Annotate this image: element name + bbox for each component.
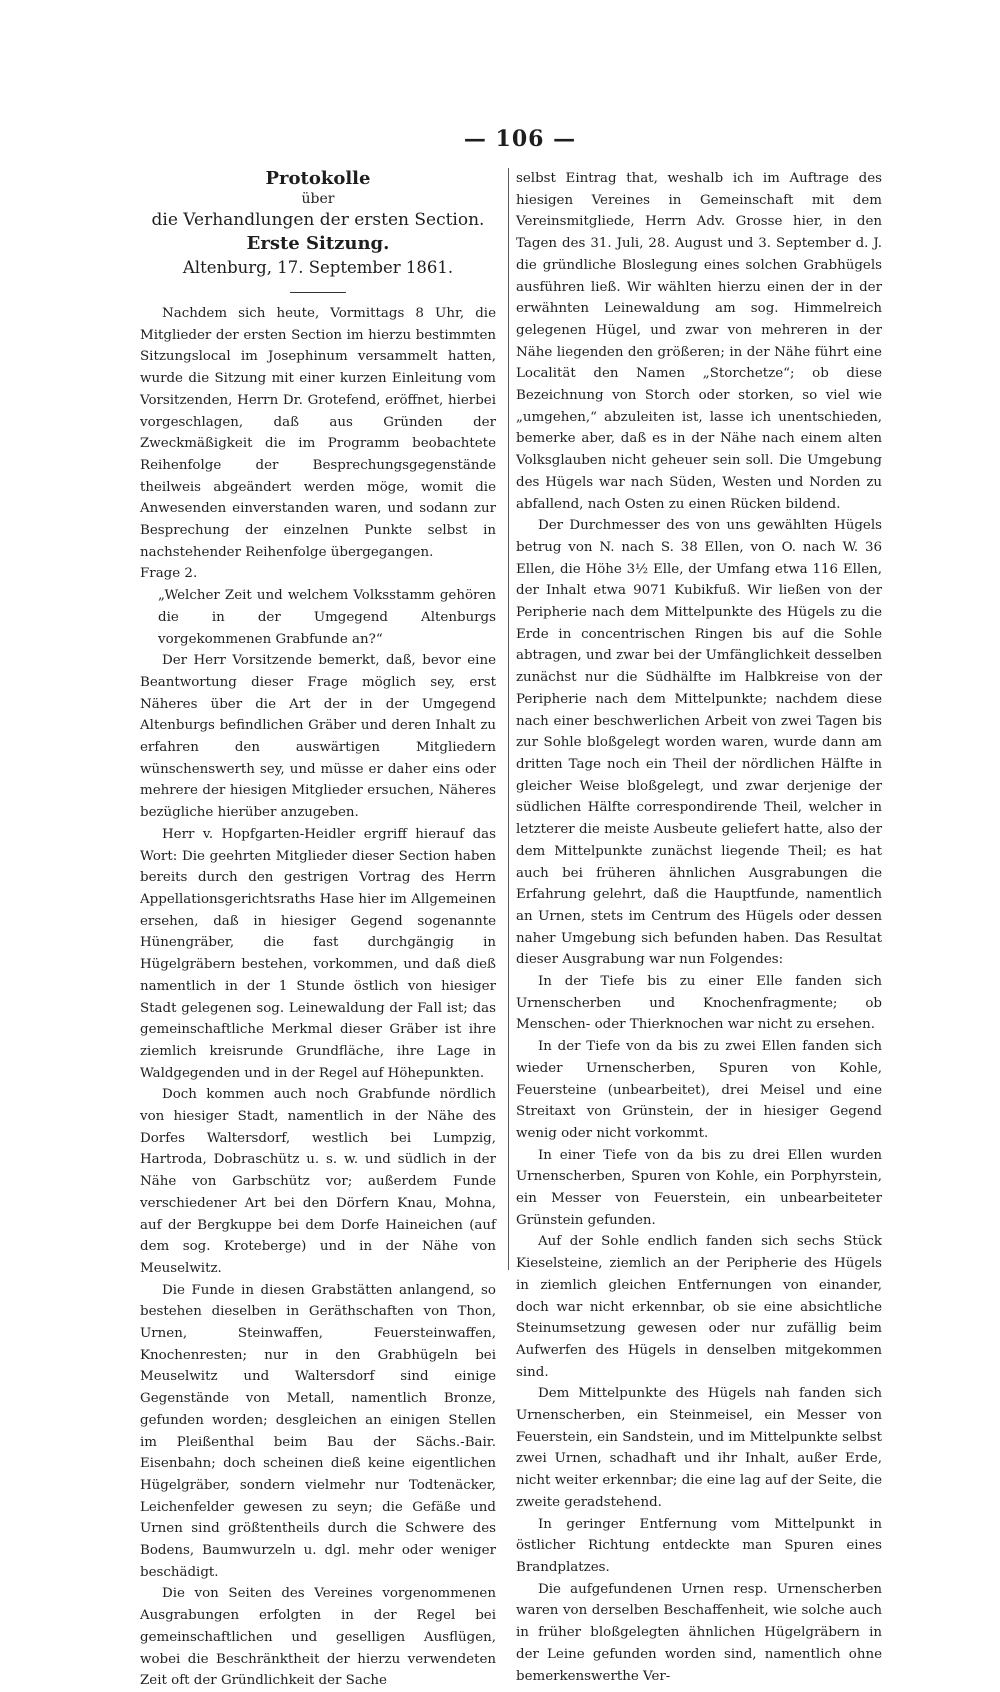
paragraph: Die aufgefundenen Urnen resp. Urnenscherben waren von derselben Beschaffenheit, wie solche auch in früher bloßgelegten ähnlichen Hügelgräbern in der Leine gefunden worden sind, namentlich ohne bemerkenswerthe Ver- <box>516 1581 882 1684</box>
paragraph: In geringer Entfernung vom Mittelpunkt in östlicher Richtung entdeckte man Spuren eines Brandplatzes. <box>516 1516 882 1575</box>
page-number: — 106 — <box>463 126 577 152</box>
left-column <box>140 168 496 1692</box>
paragraph: Nachdem sich heute, Vormittags 8 Uhr, die Mitglieder der ersten Section im hierzu bestimmten Sitzungslocal im Josephinum versammelt hatten, wurde die Sitzung mit einer kurzen Einleitung vom Vorsitzenden, Herrn Dr. Grotefend, eröffnet, hierbei vorgeschlagen, daß aus Gründen der Zweckmäßigkeit die im Programm beobachtete Reihenfolge der Besprechungsgegenstände theilweis abgeändert werden möge, womit die Anwesenden einverstanden waren, und sodann zur Besprechung der einzelnen Punkte selbst in nachstehender Reihenfolge übergegangen. <box>140 306 496 560</box>
heading-title: Protokolle <box>265 168 371 189</box>
paragraph: In der Tiefe bis zu einer Elle fanden sich Urnenscherben und Knochenfragmente; ob Menschen- oder Thierknochen war nicht zu ersehen. <box>516 974 882 1033</box>
paragraph: Dem Mittelpunkte des Hügels nah fanden sich Urnenscherben, ein Steinmeisel, ein Messer von Feuerstein, ein Sandstein, und im Mittelpunkte selbst zwei Urnen, schadhaft und ihr Inhalt, außer Erde, nicht weiter erkennbar; die eine lag auf der Seite, die zweite geradstehend. <box>516 1386 882 1510</box>
heading-session: Erste Sitzung. <box>246 233 390 254</box>
question-label: Frage 2. <box>140 566 198 582</box>
right-column <box>516 168 882 1687</box>
column-divider <box>508 168 509 1270</box>
heading-place-date: Altenburg, 17. September 1861. <box>182 258 454 277</box>
paragraph: Herr v. Hopfgarten-Heidler ergriff hierauf das Wort: Die geehrten Mitglieder dieser Section haben bereits durch den gestrigen Vortrag des Herrn Appellationsgerichtsraths Hase hier im Allgemeinen ersehen, daß in hiesiger Gegend sogenannte Hünengräber, die fast durchgängig in Hügelgräbern bestehen, vorkommen, und daß dieß namentlich in der 1 Stunde östlich von hiesiger Stadt gelegenen sog. Leinewaldung der Fall ist; das gemeinschaftliche Merkmal dieser Gräber ist ihre ziemlich kreisrunde Grundfläche, ihre Lage in Waldgegenden und in der Regel auf Höhepunkten. <box>140 826 496 1081</box>
heading-divider <box>290 292 346 293</box>
paragraph: In der Tiefe von da bis zu zwei Ellen fanden sich wieder Urnenscherben, Spuren von Kohle, Feuersteine (unbearbeitet), drei Meisel und eine Streitaxt von Grünstein, der in hiesiger Gegend wenig oder nicht vorkommt. <box>516 1039 882 1141</box>
paragraph: Der Durchmesser des von uns gewählten Hügels betrug von N. nach S. 38 Ellen, von O. nach W. 36 Ellen, die Höhe 3½ Elle, der Umfang etwa 116 Ellen, der Inhalt etwa 9071 Kubikfuß. Wir ließen von der Peripherie nach dem Mittelpunkte des Hügels zu die Erde in concentrischen Ringen bis auf die Sohle abtragen, und zwar bei der Umfänglichkeit desselben zunächst nur die Südhälfte im Halbkreise von der Peripherie nach dem Mittelpunkte; nachdem diese nach einer beschwerlichen Arbeit von zwei Tagen bis zur Sohle bloßgelegt worden waren, wurde dann am dritten Tage noch ein Theil der nördlichen Hälfte in gleicher Weise bloßgelegt, und zwar derjenige der südlichen Hälfte correspondirende Theil, welcher in letzterer die meiste Ausbeute geliefert hatte, also der dem Mittelpunkte zunächst liegende Theil; es hat auch bei früheren ähnlichen Ausgrabungen die Erfahrung gelehrt, daß die Hauptfunde, namentlich an Urnen, stets im Centrum des Hügels oder dessen naher Umgebung sich befunden haben. Das Resultat dieser Ausgrabung war nun Folgendes: <box>516 518 882 968</box>
question-text: „Welcher Zeit und welchem Volksstamm gehören die in der Umgegend Altenburgs vorgekommenen Grabfunde an?“ <box>158 588 496 647</box>
heading-section: die Verhandlungen der ersten Section. <box>151 210 485 230</box>
paragraph: Die von Seiten des Vereines vorgenommenen Ausgrabungen erfolgten in der Regel bei gemeinschaftlichen und geselligen Ausflügen, wobei die Beschränktheit der hierzu verwendeten Zeit oft der Gründlichkeit der Sache <box>140 1586 496 1689</box>
paragraph: Auf der Sohle endlich fanden sich sechs Stück Kieselsteine, ziemlich an der Peripherie des Hügels in ziemlich gleichen Entfernungen von einander, doch war nicht erkennbar, ob sie eine absichtliche Steinumsetzung gewesen oder nur zufällig beim Aufwerfen des Hügels in denselben mitgekommen sind. <box>516 1234 882 1380</box>
heading-over: über <box>301 191 335 207</box>
paragraph: Der Herr Vorsitzende bemerkt, daß, bevor eine Beantwortung dieser Frage möglich sey, erst Näheres über die Art der in der Umgegend Altenburgs befindlichen Gräber und deren Inhalt zu erfahren den auswärtigen Mitgliedern wünschenswerth sey, und müsse er daher eins oder mehrere der hiesigen Mitglieder ersuchen, Näheres bezügliche hierüber anzugeben. <box>140 653 496 821</box>
paragraph: Doch kommen auch noch Grabfunde nördlich von hiesiger Stadt, namentlich in der Nähe des Dorfes Waltersdorf, westlich bei Lumpzig, Hartroda, Dobraschütz u. s. w. und südlich in der Nähe von Garbschütz vor; außerdem Funde verschiedener Art bei den Dörfern Knau, Mohna, auf der Bergkuppe bei dem Dorfe Haineichen (auf dem sog. Kroteberge) und in der Nähe von Meuselwitz. <box>140 1087 496 1276</box>
paragraph: selbst Eintrag that, weshalb ich im Auftrage des hiesigen Vereines in Gemeinschaft mit dem Vereinsmitgliede, Herrn Adv. Grosse hier, in den Tagen des 31. Juli, 28. August und 3. September d. J. die gründliche Bloslegung eines solchen Grabhügels ausführen ließ. Wir wählten hierzu einen der in der erwähnten Leinewaldung am sog. Himmelreich gelegenen Hügel, und zwar von mehreren in der Nähe liegenden den größeren; in der Nähe führt eine Localität den Namen „Storchetze“; ob diese Bezeichnung von Storch oder storken, so viel wie „umgehen,“ abzuleiten ist, lasse ich unentschieden, bemerke aber, daß es in der Nähe nach einem alten Volksglauben nicht geheuer sein soll. Die Umgebung des Hügels war nach Süden, Westen und Norden zu abfallend, nach Osten zu einen Rücken bildend. <box>516 171 882 512</box>
paragraph: In einer Tiefe von da bis zu drei Ellen wurden Urnenscherben, Spuren von Kohle, ein Porphyrstein, ein Messer von Feuerstein, ein unbearbeiteter Grünstein gefunden. <box>516 1147 882 1228</box>
paragraph: Die Funde in diesen Grabstätten anlangend, so bestehen dieselben in Geräthschaften von Thon, Urnen, Steinwaffen, Feuersteinwaffen, Knochenresten; nur in den Grabhügeln bei Meuselwitz und Waltersdorf sind einige Gegenstände von Metall, namentlich Bronze, gefunden worden; desgleichen an einigen Stellen im Pleißenthal beim Bau der Sächs.-Bair. Eisenbahn; doch scheinen dieß keine eigentlichen Hügelgräber, sondern vielmehr nur Todtenäcker, Leichenfelder gewesen zu seyn; die Gefäße und Urnen sind größtentheils durch die Schwere des Bodens, Baumwurzeln u. dgl. mehr oder weniger beschädigt. <box>140 1282 496 1580</box>
